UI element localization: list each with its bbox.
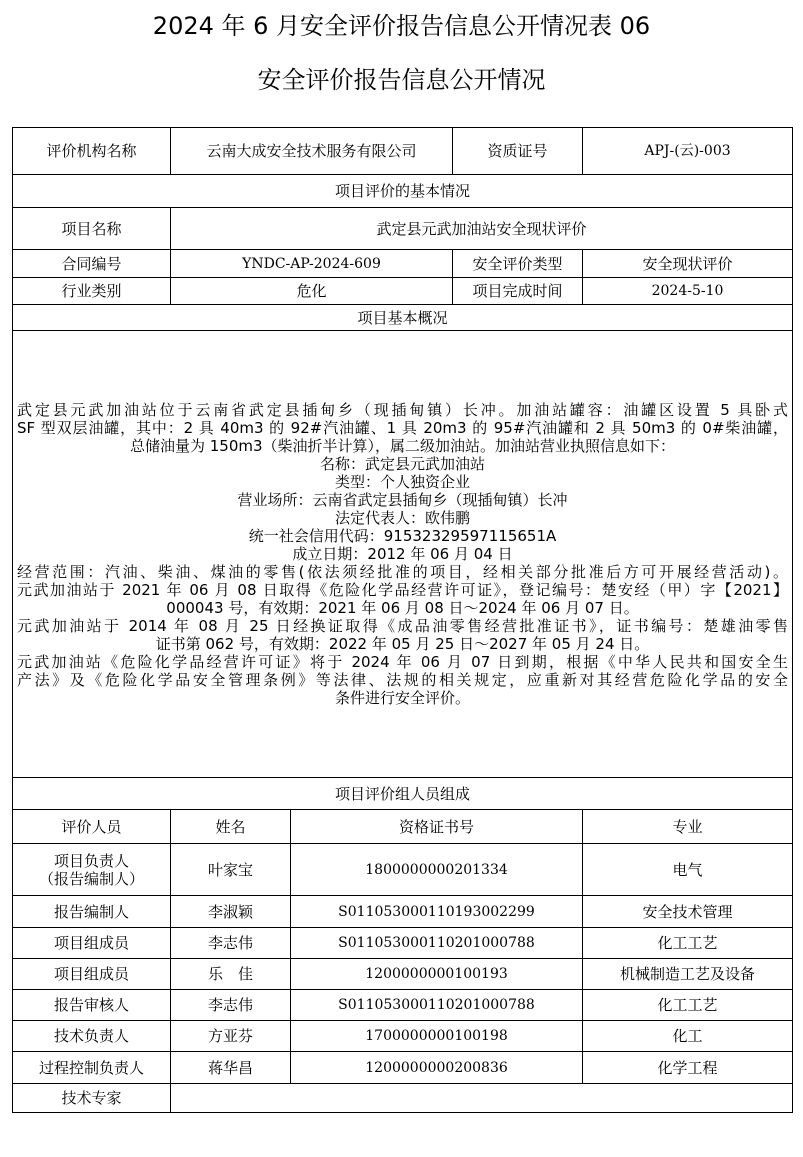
team-name: 乐 佳 [171,959,291,990]
cert-label: 资质证号 [453,128,583,175]
team-cert: S011053000110201000788 [291,990,583,1021]
expert-row [13,1084,793,1113]
table-row [13,896,793,928]
team-cert: S011053000110193002299 [291,896,583,928]
team-major: 化工工艺 [583,928,793,959]
industry-row [13,278,793,305]
overview-line: 元武加油站于 2014 年 08 月 25 日经换证取得《成品油零售经营批准证书》，证书编号：楚雄油零售 [17,617,789,635]
team-major: 化学工程 [583,1052,793,1084]
project-name-row [13,208,793,250]
page-title: 2024 年 6 月安全评价报告信息公开情况表 06 [152,12,651,40]
team-cert: 1800000000201334 [291,844,583,896]
overview-line: 000043 号，有效期：2021 年 06 月 08 日～2024 年 06 月 07 日。 [166,599,639,617]
org-value: 云南大成安全技术服务有限公司 [171,128,453,175]
industry-value: 危化 [171,278,453,305]
overview-line: 经营范围：汽油、柴油、煤油的零售(依法须经批准的项目，经相关部分批准后方可开展经营活动)。 [17,563,789,581]
org-label: 评价机构名称 [13,128,171,175]
expert-value [171,1084,793,1113]
team-name: 叶家宝 [171,844,291,896]
overview-line: 类型：个人独资企业 [335,473,471,491]
disclosure-table [12,127,793,1113]
overview-row [13,331,793,778]
team-section-title: 项目评价组人员组成 [13,778,793,810]
team-cert: 1700000000100198 [291,1021,583,1052]
team-header-major: 专业 [583,810,793,844]
team-header-cert: 资格证书号 [291,810,583,844]
overview-line: SF 型双层油罐，其中：2 具 40m3 的 92#汽油罐、1 具 20m3 的 95#汽油罐和 2 具 50m3 的 0#柴油罐， [17,419,789,437]
team-role: 过程控制负责人 [13,1052,171,1084]
overview-line: 成立日期：2012 年 06 月 04 日 [292,545,513,563]
table-row [13,1021,793,1052]
contract-value: YNDC-AP-2024-609 [171,250,453,278]
expert-label: 技术专家 [13,1084,171,1113]
table-row [13,959,793,990]
team-major: 化工工艺 [583,990,793,1021]
team-major: 机械制造工艺及设备 [583,959,793,990]
team-major: 电气 [583,844,793,896]
overview-line: 统一社会信用代码：91532329597115651A [248,527,557,545]
table-row [13,928,793,959]
team-name: 李志伟 [171,928,291,959]
overview-line: 证书第 062 号，有效期：2022 年 05 月 25 日～2027 年 05 月 24 日。 [155,635,650,653]
table-row [13,1052,793,1084]
team-major: 化工 [583,1021,793,1052]
table-row [13,844,793,896]
overview-line: 名称：武定县元武加油站 [320,455,486,473]
team-header-name: 姓名 [171,810,291,844]
team-role [13,844,171,896]
project-name-label: 项目名称 [13,208,171,250]
team-role-line: （报告编制人） [38,869,144,888]
basic-section-title: 项目评价的基本情况 [13,175,793,208]
team-name: 方亚芬 [171,1021,291,1052]
team-header-row [13,810,793,844]
overview-line: 元武加油站于 2021 年 06 月 08 日取得《危险化学品经营许可证》，登记编号：楚安经（甲）字【2021】 [17,581,789,599]
overview-line: 条件进行安全评价。 [335,689,471,707]
overview-section-title: 项目基本概况 [13,305,793,331]
team-header-role: 评价人员 [13,810,171,844]
org-row [13,128,793,175]
overview-line: 营业场所：云南省武定县插甸乡（现插甸镇）长冲 [237,491,568,509]
team-role: 技术负责人 [13,1021,171,1052]
overview-text [13,331,793,778]
project-name-value: 武定县元武加油站安全现状评价 [171,208,793,250]
team-cert: 1200000000200836 [291,1052,583,1084]
industry-label: 行业类别 [13,278,171,305]
cert-value: APJ-(云)-003 [583,128,793,175]
overview-line: 产法》及《危险化学品安全管理条例》等法律、法规的相关规定，应重新对其经营危险化学品的安全 [17,671,789,689]
team-role: 项目组成员 [13,928,171,959]
page-subtitle: 安全评价报告信息公开情况 [257,66,546,94]
basic-section-row [13,175,793,208]
team-role: 报告审核人 [13,990,171,1021]
table-row [13,990,793,1021]
team-role: 报告编制人 [13,896,171,928]
overview-line: 总储油量为 150m3（柴油折半计算），属二级加油站。加油站营业执照信息如下： [129,437,676,455]
team-name: 李志伟 [171,990,291,1021]
contract-row [13,250,793,278]
finish-label: 项目完成时间 [453,278,583,305]
team-role: 项目组成员 [13,959,171,990]
team-name: 蒋华昌 [171,1052,291,1084]
contract-label: 合同编号 [13,250,171,278]
team-cert: 1200000000100193 [291,959,583,990]
overview-line: 武定县元武加油站位于云南省武定县插甸乡（现插甸镇）长冲。加油站罐容：油罐区设置 5 具卧式 [17,401,789,419]
team-name: 李淑颖 [171,896,291,928]
team-cert: S011053000110201000788 [291,928,583,959]
overview-section-row [13,305,793,331]
eval-type-value: 安全现状评价 [583,250,793,278]
team-section-row [13,778,793,810]
overview-line: 元武加油站《危险化学品经营许可证》将于 2024 年 06 月 07 日到期，根据《中华人民共和国安全生 [17,653,789,671]
overview-line: 法定代表人：欧伟鹏 [335,509,471,527]
finish-value: 2024-5-10 [583,278,793,305]
team-role-line: 项目负责人 [53,851,129,870]
eval-type-label: 安全评价类型 [453,250,583,278]
team-major: 安全技术管理 [583,896,793,928]
